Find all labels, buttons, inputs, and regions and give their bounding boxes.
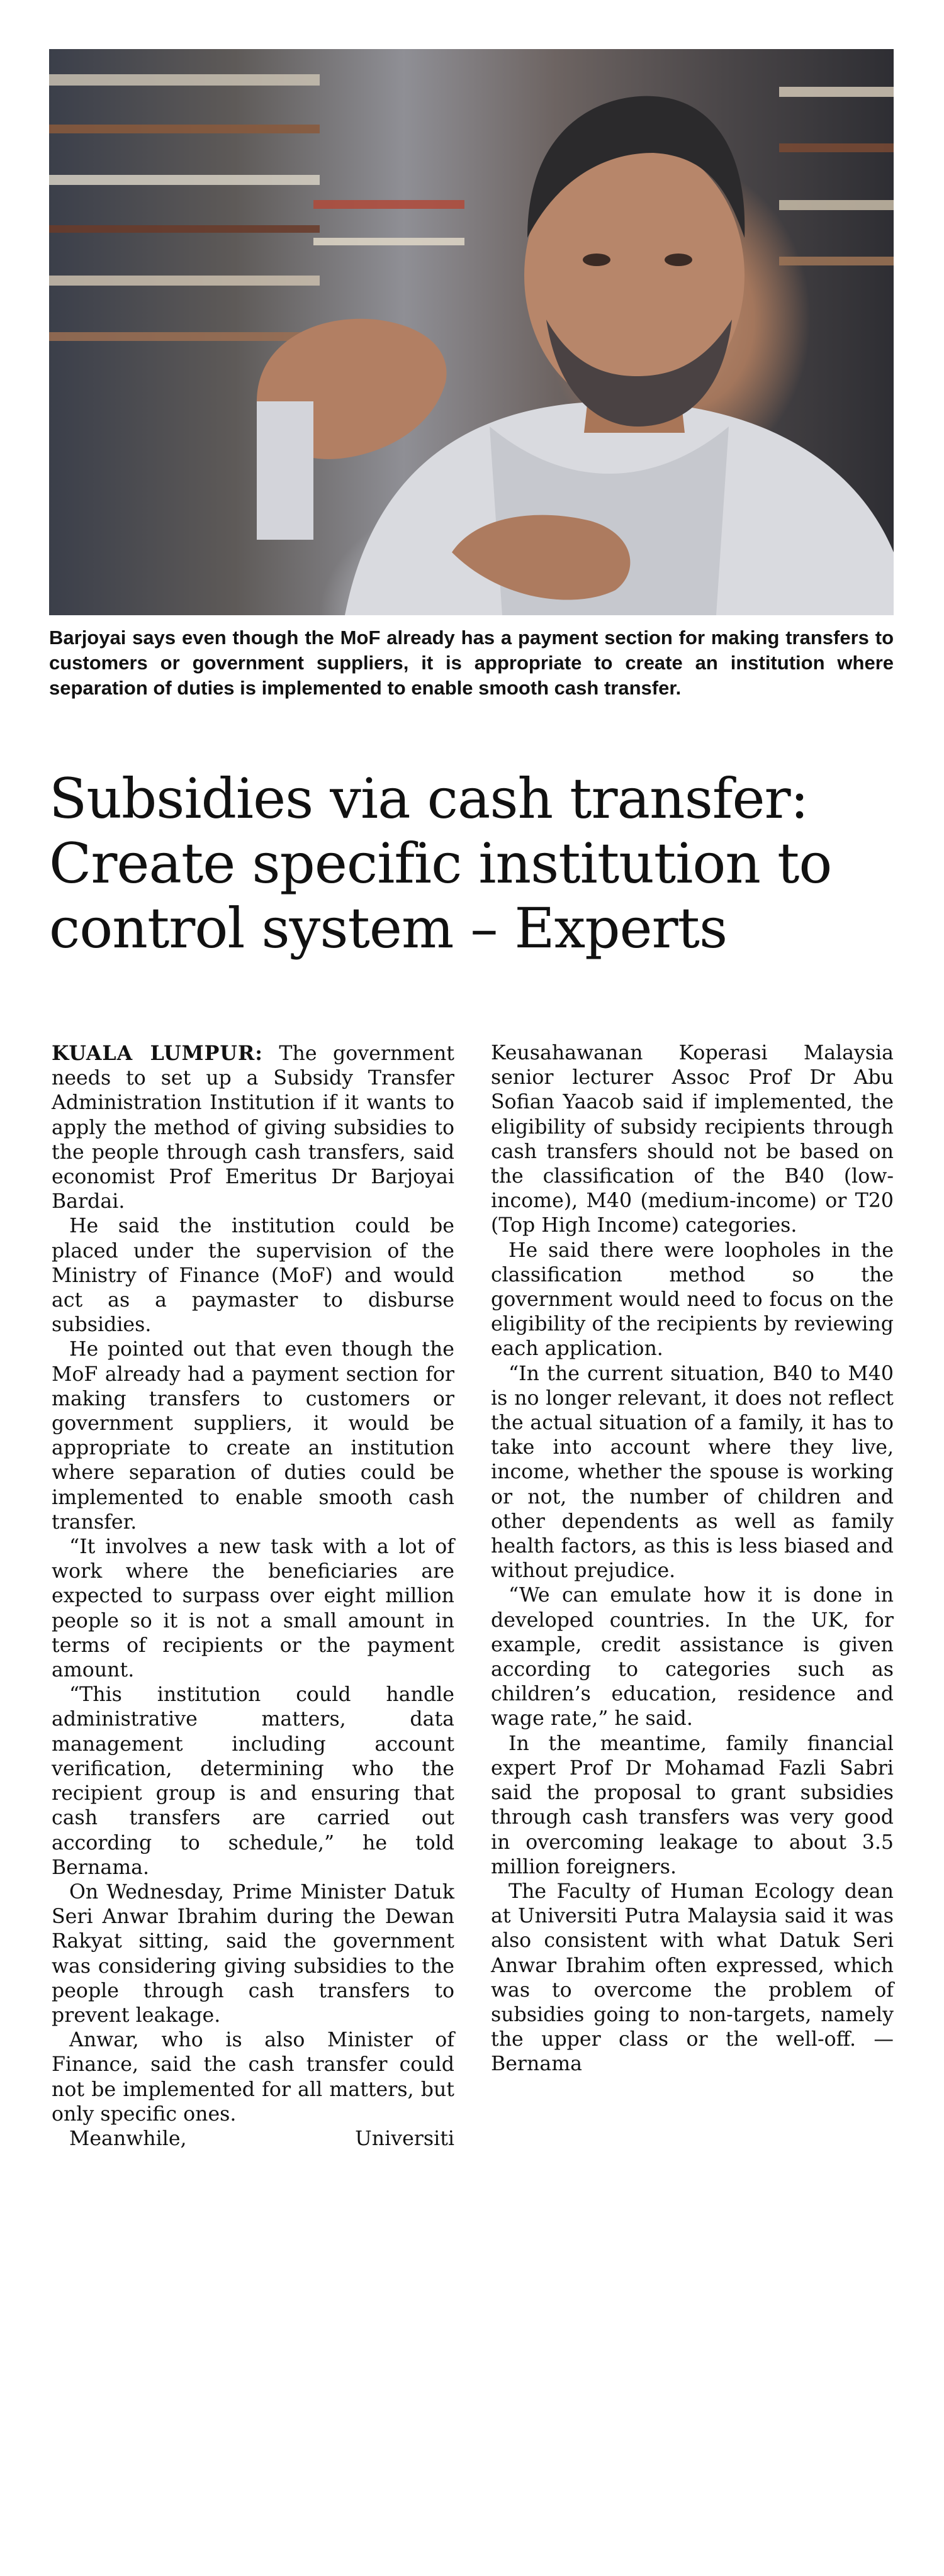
article-paragraph: He pointed out that even though the MoF already had a payment section for making transfers to customers or government suppliers, it would be appropriate to create an institution where separation of duties could be implemented to enable smooth cash transfer. (52, 1338, 454, 1534)
article-paragraph: In the meantime, family financial expert Prof Dr Mohamad Fazli Sabri said the proposal to grant subsidies through cash transfers was very good in overcoming leakage to about 3.5 million foreigners. (491, 1732, 894, 1878)
article-paragraph: Keusahawanan Koperasi Malaysia senior lecturer Assoc Prof Dr Abu Sofian Yaacob said if implemented, the eligibility of subsidy recipients through cash transfers should not be based on the classification of the B40 (low-income), M40 (medium-income) or T20 (Top High Income) categories. (491, 1042, 894, 1237)
article-paragraph: On Wednesday, Prime Minister Datuk Seri Anwar Ibrahim during the Dewan Rakyat sitting, said the government was considering giving subsidies to the people through cash transfers to prevent leakage. (52, 1880, 454, 2027)
article-paragraph: “In the current situation, B40 to M40 is no longer relevant, it does not reflect the actual situation of a family, it has to take into account where they live, income, whether the spouse is working or not, the number of children and other dependents as well as family health factors, as this is less biased and without prejudice. (491, 1362, 894, 1583)
article-paragraph: He said the institution could be placed under the supervision of the Ministry of Finance (MoF) and would act as a paymaster to disburse subsidies. (52, 1215, 454, 1337)
article-paragraph: Meanwhile, Universiti (69, 2127, 454, 2150)
article-headline: Subsidies via cash transfer: Create specific institution to control system – Experts (49, 766, 832, 961)
article-column-left (52, 1041, 454, 2151)
article-paragraph: He said there were loopholes in the classification method so the government would need to focus on the eligibility of the recipients by reviewing each application. (491, 1239, 894, 1361)
article-paragraph: The Faculty of Human Ecology dean at Universiti Putra Malaysia said it was also consistent with what Datuk Seri Anwar Ibrahim often expressed, which was to overcome the problem of subsidies going to non-targets, namely the upper class or the well-off. — Bernama (491, 1880, 894, 2076)
article-paragraph: “It involves a new task with a lot of work where the beneficiaries are expected to surpass over eight million people so it is not a small amount in terms of recipients or the payment amount. (52, 1536, 454, 1682)
article-paragraph (52, 1041, 454, 1214)
article-column-right (491, 1041, 894, 2077)
article-paragraph: Anwar, who is also Minister of Finance, said the cash transfer could not be implemented for all matters, but only specific ones. (52, 2029, 454, 2126)
article-paragraph: “This institution could handle administrative matters, data management including account verification, determining who the recipient group is and ensuring that cash transfers are carried out according to schedule,” he told Bernama. (52, 1683, 454, 1879)
dateline: KUALA LUMPUR: (52, 1042, 263, 1065)
article-photo (49, 49, 894, 615)
photo-illustration (49, 49, 894, 615)
article-paragraph: “We can emulate how it is done in developed countries. In the UK, for example, credit assistance is given according to categories such as children’s education, residence and wage rate,” he said. (491, 1584, 894, 1731)
photo-caption: Barjoyai says even though the MoF already has a payment section for making transfers to customers or government suppliers, it is appropriate to create an institution where separation of duties is implemented to enable smooth cash transfer. (49, 627, 894, 699)
paragraph-text: The government needs to set up a Subsidy Transfer Administration Institution if it wants to apply the method of giving subsidies to the people through cash transfers, said economist Prof Emeritus Dr Barjoyai Bardai. (52, 1042, 454, 1213)
